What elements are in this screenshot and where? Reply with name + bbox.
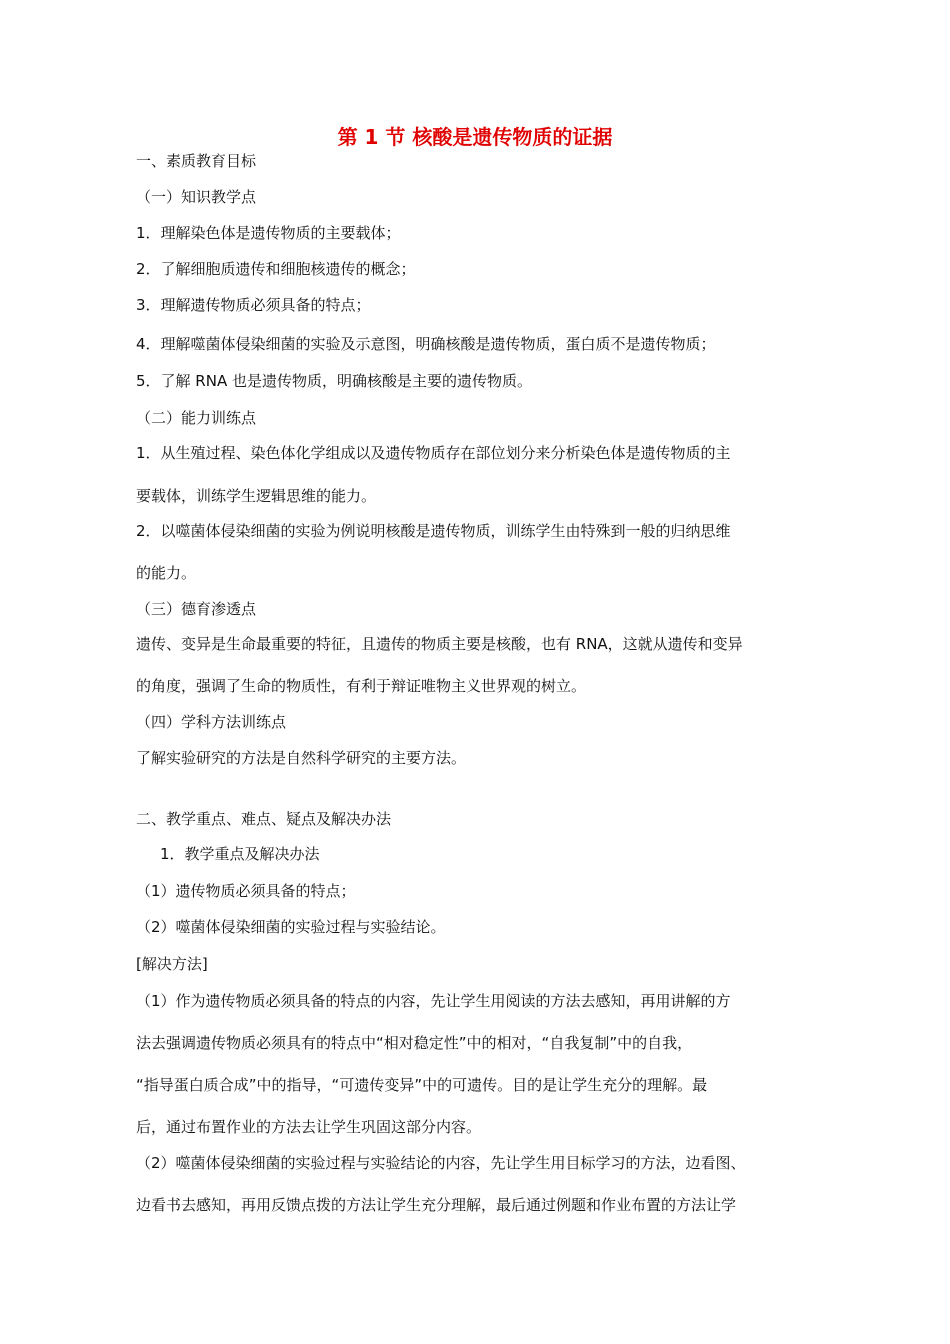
paragraph-line: 法去强调遗传物质必须具有的特点中“相对稳定性”中的相对，“自我复制”中的自我，	[136, 1034, 693, 1052]
list-item: （1）遗传物质必须具备的特点；	[136, 882, 356, 900]
paragraph-line: 的能力。	[136, 564, 197, 582]
paragraph-line: 要载体，训练学生逻辑思维的能力。	[136, 487, 377, 505]
section-heading: 二、教学重点、难点、疑点及解决办法	[136, 810, 392, 828]
subsection-heading: （四）学科方法训练点	[136, 713, 287, 731]
section-heading: 一、素质教育目标	[136, 152, 257, 170]
paragraph-line: [解决方法]	[136, 955, 208, 973]
list-item: （2）噬菌体侵染细菌的实验过程与实验结论。	[136, 918, 446, 936]
list-item: 1．理解染色体是遗传物质的主要载体；	[136, 224, 401, 242]
list-item: 4．理解噬菌体侵染细菌的实验及示意图，明确核酸是遗传物质，蛋白质不是遗传物质；	[136, 335, 716, 353]
list-item: 3．理解遗传物质必须具备的特点；	[136, 296, 371, 314]
paragraph-line: 1．从生殖过程、染色体化学组成以及遗传物质存在部位划分来分析染色体是遗传物质的主	[136, 444, 731, 462]
list-item: 5．了解 RNA 也是遗传物质，明确核酸是主要的遗传物质。	[136, 372, 532, 390]
paragraph-line: 边看书去感知，再用反馈点拨的方法让学生充分理解，最后通过例题和作业布置的方法让学	[136, 1196, 737, 1214]
paragraph-line: 的角度，强调了生命的物质性，有利于辩证唯物主义世界观的树立。	[136, 677, 587, 695]
subsection-heading: （三）德育渗透点	[136, 600, 257, 618]
paragraph-line: 2．以噬菌体侵染细菌的实验为例说明核酸是遗传物质，训练学生由特殊到一般的归纳思维	[136, 522, 731, 540]
subsection-heading: 1．教学重点及解决办法	[160, 845, 320, 863]
paragraph-line: （2）噬菌体侵染细菌的实验过程与实验结论的内容，先让学生用目标学习的方法，边看图、	[136, 1154, 746, 1172]
subsection-heading: （二）能力训练点	[136, 409, 257, 427]
paragraph-line: 遗传、变异是生命最重要的特征，且遗传的物质主要是核酸，也有 RNA，这就从遗传和变异	[136, 635, 743, 653]
document-title: 第 1 节 核酸是遗传物质的证据	[337, 125, 613, 149]
paragraph-line: 了解实验研究的方法是自然科学研究的主要方法。	[136, 749, 467, 767]
paragraph-line: “指导蛋白质合成”中的指导，“可遗传变异”中的可遗传。目的是让学生充分的理解。最	[136, 1076, 708, 1094]
paragraph-line: 后，通过布置作业的方法去让学生巩固这部分内容。	[136, 1118, 482, 1136]
subsection-heading: （一）知识教学点	[136, 188, 257, 206]
list-item: 2．了解细胞质遗传和细胞核遗传的概念；	[136, 260, 416, 278]
paragraph-line: （1）作为遗传物质必须具备的特点的内容，先让学生用阅读的方法去感知，再用讲解的方	[136, 992, 731, 1010]
